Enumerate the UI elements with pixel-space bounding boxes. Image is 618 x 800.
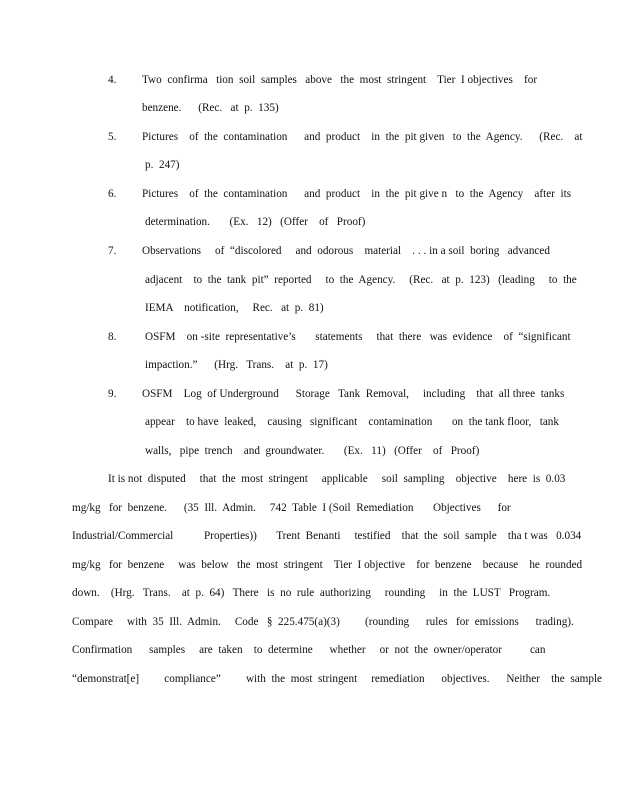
list-item-line: OSFM Log of Underground Storage Tank Removal, including that all three tanks bbox=[142, 388, 565, 400]
list-item-line: Two confirma tion soil samples above the most stringent Tier I objectives for bbox=[142, 74, 538, 86]
list-item-line: benzene. (Rec. at p. 135) bbox=[142, 102, 279, 114]
list-number: 8. bbox=[108, 331, 117, 343]
list-item-line: Observations of “discolored and odorous material . . . in a soil boring advanced bbox=[142, 245, 550, 257]
paragraph-line: mg/kg for benzene was below the most stringent Tier I objective for benzene because he rounded bbox=[72, 559, 583, 571]
list-item-line: Pictures of the contamination and product in the pit given to the Agency. (Rec. at bbox=[142, 131, 583, 143]
list-number: 4. bbox=[108, 74, 117, 86]
list-item-line: impaction.” (Hrg. Trans. at p. 17) bbox=[145, 359, 328, 371]
list-number: 7. bbox=[108, 245, 117, 257]
list-item-line: IEMA notification, Rec. at p. 81) bbox=[145, 302, 324, 314]
list-item-line: OSFM on -site representative’s statements that there was evidence of “significant bbox=[145, 331, 571, 343]
paragraph-line: down. (Hrg. Trans. at p. 64) There is no rule authorizing rounding in the LUST Program. bbox=[72, 587, 551, 599]
paragraph-line: “demonstrat[e] compliance” with the most stringent remediation objectives. Neither the sample bbox=[72, 673, 603, 685]
list-number: 5. bbox=[108, 131, 117, 143]
list-item-line: determination. (Ex. 12) (Offer of Proof) bbox=[145, 216, 366, 228]
list-item-line: walls, pipe trench and groundwater. (Ex. 11) (Offer of Proof) bbox=[145, 445, 480, 457]
paragraph-line: Confirmation samples are taken to determine whether or not the owner/operator can bbox=[72, 644, 546, 656]
paragraph-line: Industrial/Commercial Properties)) Trent Benanti testified that the soil sample tha t was 0.034 bbox=[72, 530, 582, 542]
list-item-line: Pictures of the contamination and product in the pit give n to the Agency after its bbox=[142, 188, 572, 200]
list-item-line: appear to have leaked, causing significant contamination on the tank floor, tank bbox=[145, 416, 559, 428]
list-number: 9. bbox=[108, 388, 117, 400]
list-item-line: adjacent to the tank pit” reported to the Agency. (Rec. at p. 123) (leading to the bbox=[145, 274, 577, 286]
list-item-line: p. 247) bbox=[145, 159, 180, 171]
paragraph-line: mg/kg for benzene. (35 Ill. Admin. 742 Table I (Soil Remediation Objectives for bbox=[72, 502, 511, 514]
paragraph-line: It is not disputed that the most stringent applicable soil sampling objective here is 0.03 bbox=[108, 473, 566, 485]
list-number: 6. bbox=[108, 188, 117, 200]
paragraph-line: Compare with 35 Ill. Admin. Code § 225.475(a)(3) (rounding rules for emissions trading). bbox=[72, 616, 574, 628]
